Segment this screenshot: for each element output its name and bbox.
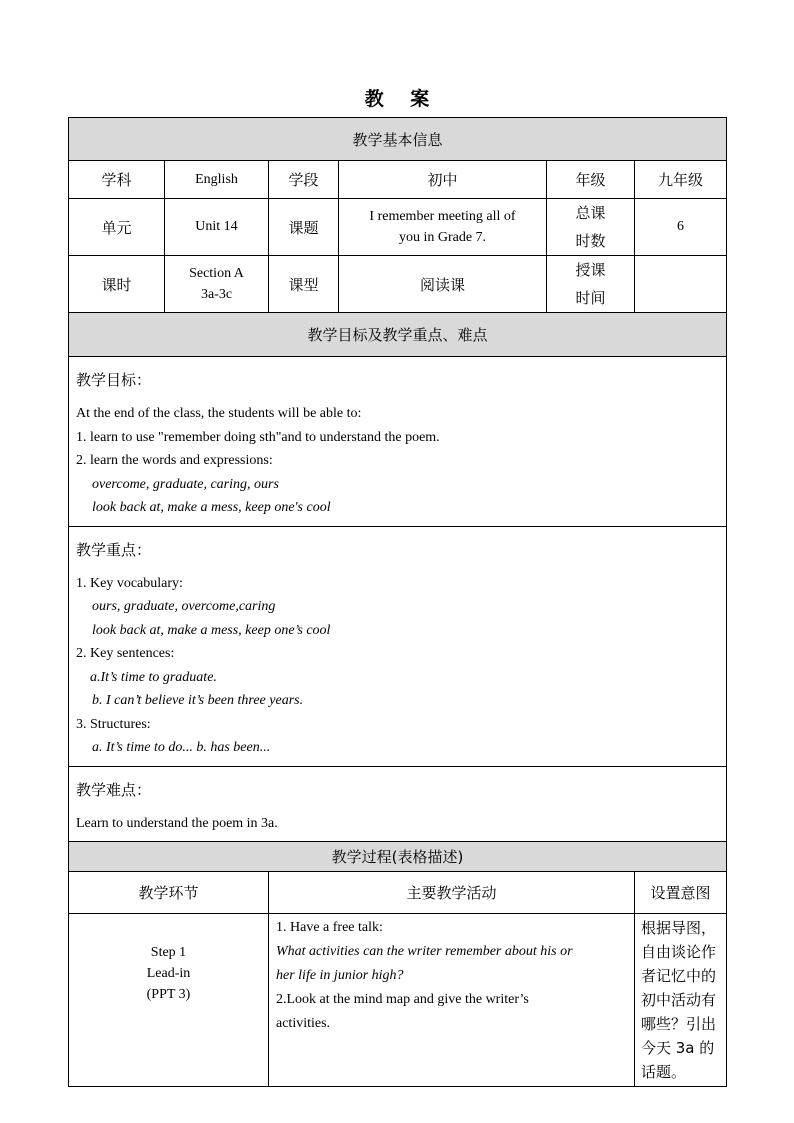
goal-line: 2. learn the words and expressions: — [76, 453, 273, 468]
step1-activity — [269, 914, 635, 1087]
key-line: 3. Structures: — [76, 716, 151, 732]
subject-value: English — [165, 161, 269, 199]
total-hours-value: 6 — [635, 199, 727, 256]
col-step-header: 教学环节 — [69, 872, 269, 914]
key-line: 1. Key vocabulary: — [76, 575, 183, 591]
teaching-time-label-1: 授课 — [575, 261, 606, 279]
col-activity-header: 主要教学活动 — [269, 872, 635, 914]
lesson-plan-table — [68, 117, 727, 1087]
goal-line: 1. learn to use "remember doing sth"and to understand the poem. — [76, 429, 440, 445]
topic-label: 课题 — [269, 199, 339, 256]
total-hours-label — [547, 199, 635, 256]
type-label: 课型 — [269, 256, 339, 313]
total-hours-label-2: 时数 — [575, 232, 606, 250]
activity-line: What activities can the writer remember about his or — [276, 944, 573, 959]
teaching-time-label — [547, 256, 635, 313]
goal-line: look back at, make a mess, keep one's cool — [92, 500, 331, 515]
goal-line: overcome, graduate, caring, ours — [92, 476, 279, 492]
step1-line: (PPT 3) — [146, 987, 191, 1002]
key-line: look back at, make a mess, keep one’s cool — [92, 622, 331, 638]
step1-line: Lead-in — [146, 966, 191, 981]
basic-info-header: 教学基本信息 — [69, 118, 727, 161]
key-points-section — [69, 526, 727, 766]
col-intent-header: 设置意图 — [635, 872, 727, 914]
key-line: 2. Key sentences: — [76, 646, 175, 661]
teaching-time-value — [635, 256, 727, 313]
key-line: a. It’s time to do... b. has been... — [92, 740, 271, 755]
goals-section — [69, 357, 727, 527]
stage-label: 学段 — [269, 161, 339, 199]
period-label: 课时 — [69, 256, 165, 313]
step1-intent: 根据导图，自由谈论作者记忆中的初中活动有哪些？引出今天 3a 的话题。 — [635, 914, 727, 1087]
type-value: 阅读课 — [339, 256, 547, 313]
difficult-line: Learn to understand the poem in 3a. — [76, 815, 278, 831]
objectives-header: 教学目标及教学重点、难点 — [69, 313, 727, 357]
activity-line: 1. Have a free talk: — [276, 920, 383, 935]
goals-title: 教学目标： — [76, 371, 152, 389]
subject-label: 学科 — [69, 161, 165, 199]
unit-value: Unit 14 — [165, 199, 269, 256]
topic-line-1: I remember meeting all of — [369, 209, 516, 224]
difficult-points-title: 教学难点： — [76, 780, 152, 799]
unit-label: 单元 — [69, 199, 165, 256]
grade-value: 九年级 — [635, 161, 727, 199]
stage-value: 初中 — [339, 161, 547, 199]
period-line-1: Section A — [189, 266, 244, 281]
key-points-title: 教学重点： — [76, 540, 152, 559]
key-line: a.It’s time to graduate. — [90, 669, 217, 685]
grade-label: 年级 — [547, 161, 635, 199]
teaching-time-label-2: 时间 — [575, 289, 606, 307]
key-line: b. I can’t believe it’s been three years. — [92, 693, 304, 708]
topic-value — [339, 199, 547, 256]
step1-line: Step 1 — [150, 945, 187, 960]
goal-line: At the end of the class, the students will be able to: — [76, 406, 362, 421]
step1-cell — [69, 914, 269, 1087]
key-line: ours, graduate, overcome,caring — [92, 599, 276, 614]
activity-line: her life in junior high? — [276, 968, 404, 983]
period-line-2: 3a-3c — [200, 287, 233, 302]
topic-line-2: you in Grade 7. — [398, 230, 487, 245]
document-title: 教 案 — [364, 88, 440, 110]
total-hours-label-1: 总课 — [575, 204, 606, 222]
activity-line: 2.Look at the mind map and give the writer’s — [276, 992, 529, 1007]
period-value — [165, 256, 269, 313]
process-header: 教学过程(表格描述) — [69, 842, 727, 872]
activity-line: activities. — [276, 1016, 331, 1031]
difficult-points-section — [69, 766, 727, 842]
